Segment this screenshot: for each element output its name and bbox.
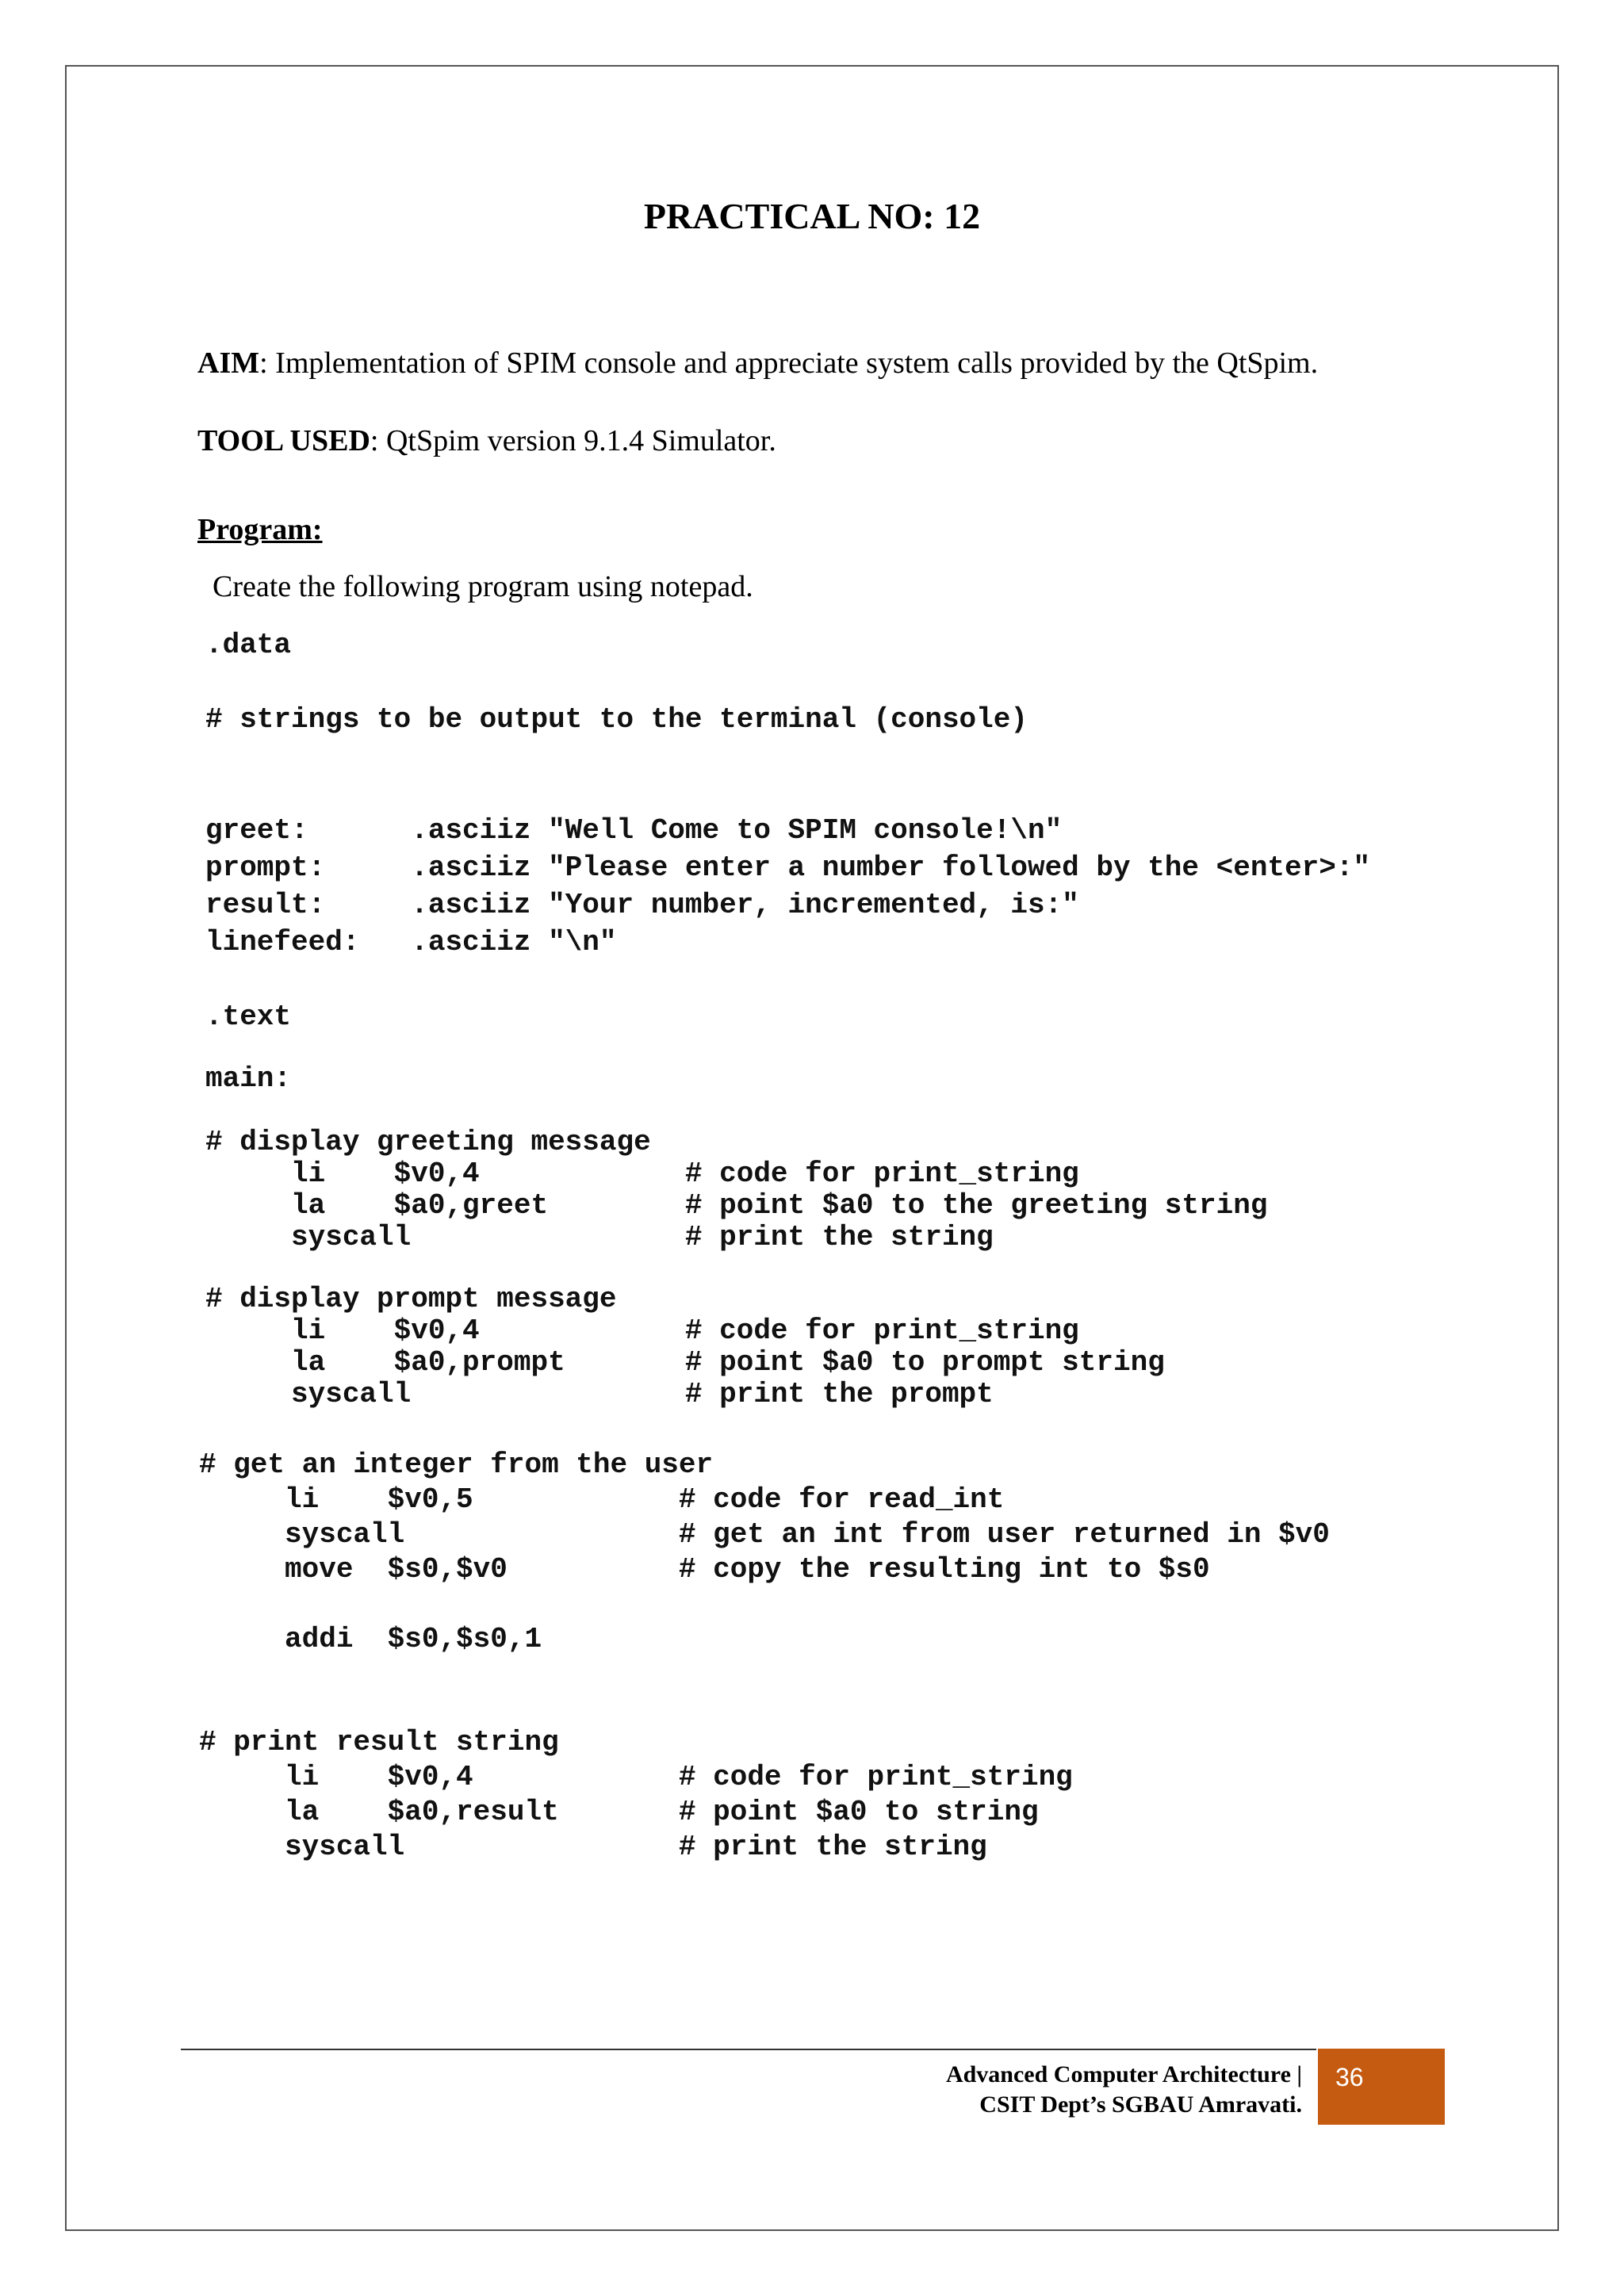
code-line: # display prompt message xyxy=(205,1283,617,1315)
aim-paragraph xyxy=(197,346,1318,381)
code-line: # display greeting message xyxy=(205,1126,651,1158)
code-line: li $v0,5 # code for read_int xyxy=(199,1483,1005,1516)
code-line: addi $s0,$s0,1 xyxy=(199,1623,542,1655)
code-line: la $a0,result # point $a0 to string xyxy=(199,1796,1039,1828)
code-line: syscall # print the string xyxy=(199,1831,987,1863)
program-heading: Program: xyxy=(197,513,323,546)
code-line: # get an integer from the user xyxy=(199,1448,714,1481)
page-number-badge xyxy=(1318,2049,1445,2125)
code-listing xyxy=(197,618,1482,1879)
code-line: la $a0,prompt # point $a0 to prompt string xyxy=(205,1346,1165,1379)
code-line: .data xyxy=(205,629,292,661)
code-line: greet: .asciiz "Well Come to SPIM console!\n" xyxy=(205,814,1063,847)
page-title: PRACTICAL NO: 12 xyxy=(643,196,981,236)
tool-text: : QtSpim version 9.1.4 Simulator. xyxy=(370,424,776,457)
intro-text: Create the following program using notepad. xyxy=(213,570,753,603)
code-line: la $a0,greet # point $a0 to the greeting string xyxy=(205,1189,1268,1222)
code-line: # strings to be output to the terminal (console) xyxy=(205,703,1028,736)
code-line: syscall # get an int from user returned in $v0 xyxy=(199,1518,1330,1551)
aim-label: AIM xyxy=(197,346,260,380)
footer-course: Advanced Computer Architecture | xyxy=(945,2061,1302,2087)
code-line: prompt: .asciiz "Please enter a number followed by the <enter>:" xyxy=(205,851,1371,884)
footer-department: CSIT Dept’s SGBAU Amravati. xyxy=(979,2091,1302,2118)
code-line: result: .asciiz "Your number, incremented, is:" xyxy=(205,889,1079,921)
code-line: # print result string xyxy=(199,1726,559,1758)
code-line: li $v0,4 # code for print_string xyxy=(205,1158,1079,1190)
code-line: move $s0,$v0 # copy the resulting int to $s0 xyxy=(199,1553,1210,1586)
code-line: li $v0,4 # code for print_string xyxy=(205,1314,1079,1347)
page-number: 36 xyxy=(1335,2063,1364,2091)
tool-label: TOOL USED xyxy=(197,424,370,457)
code-line: main: xyxy=(205,1062,292,1095)
tool-paragraph xyxy=(197,423,776,458)
footer-text xyxy=(946,2060,1302,2120)
code-line: syscall # print the string xyxy=(205,1221,994,1253)
code-line: li $v0,4 # code for print_string xyxy=(199,1761,1073,1793)
code-line: syscall # print the prompt xyxy=(205,1378,994,1410)
code-line: .text xyxy=(205,1001,292,1033)
aim-text: : Implementation of SPIM console and appreciate system calls provided by the QtSpim. xyxy=(259,346,1319,380)
footer-divider xyxy=(181,2049,1316,2050)
code-line: linefeed: .asciiz "\n" xyxy=(205,926,617,959)
